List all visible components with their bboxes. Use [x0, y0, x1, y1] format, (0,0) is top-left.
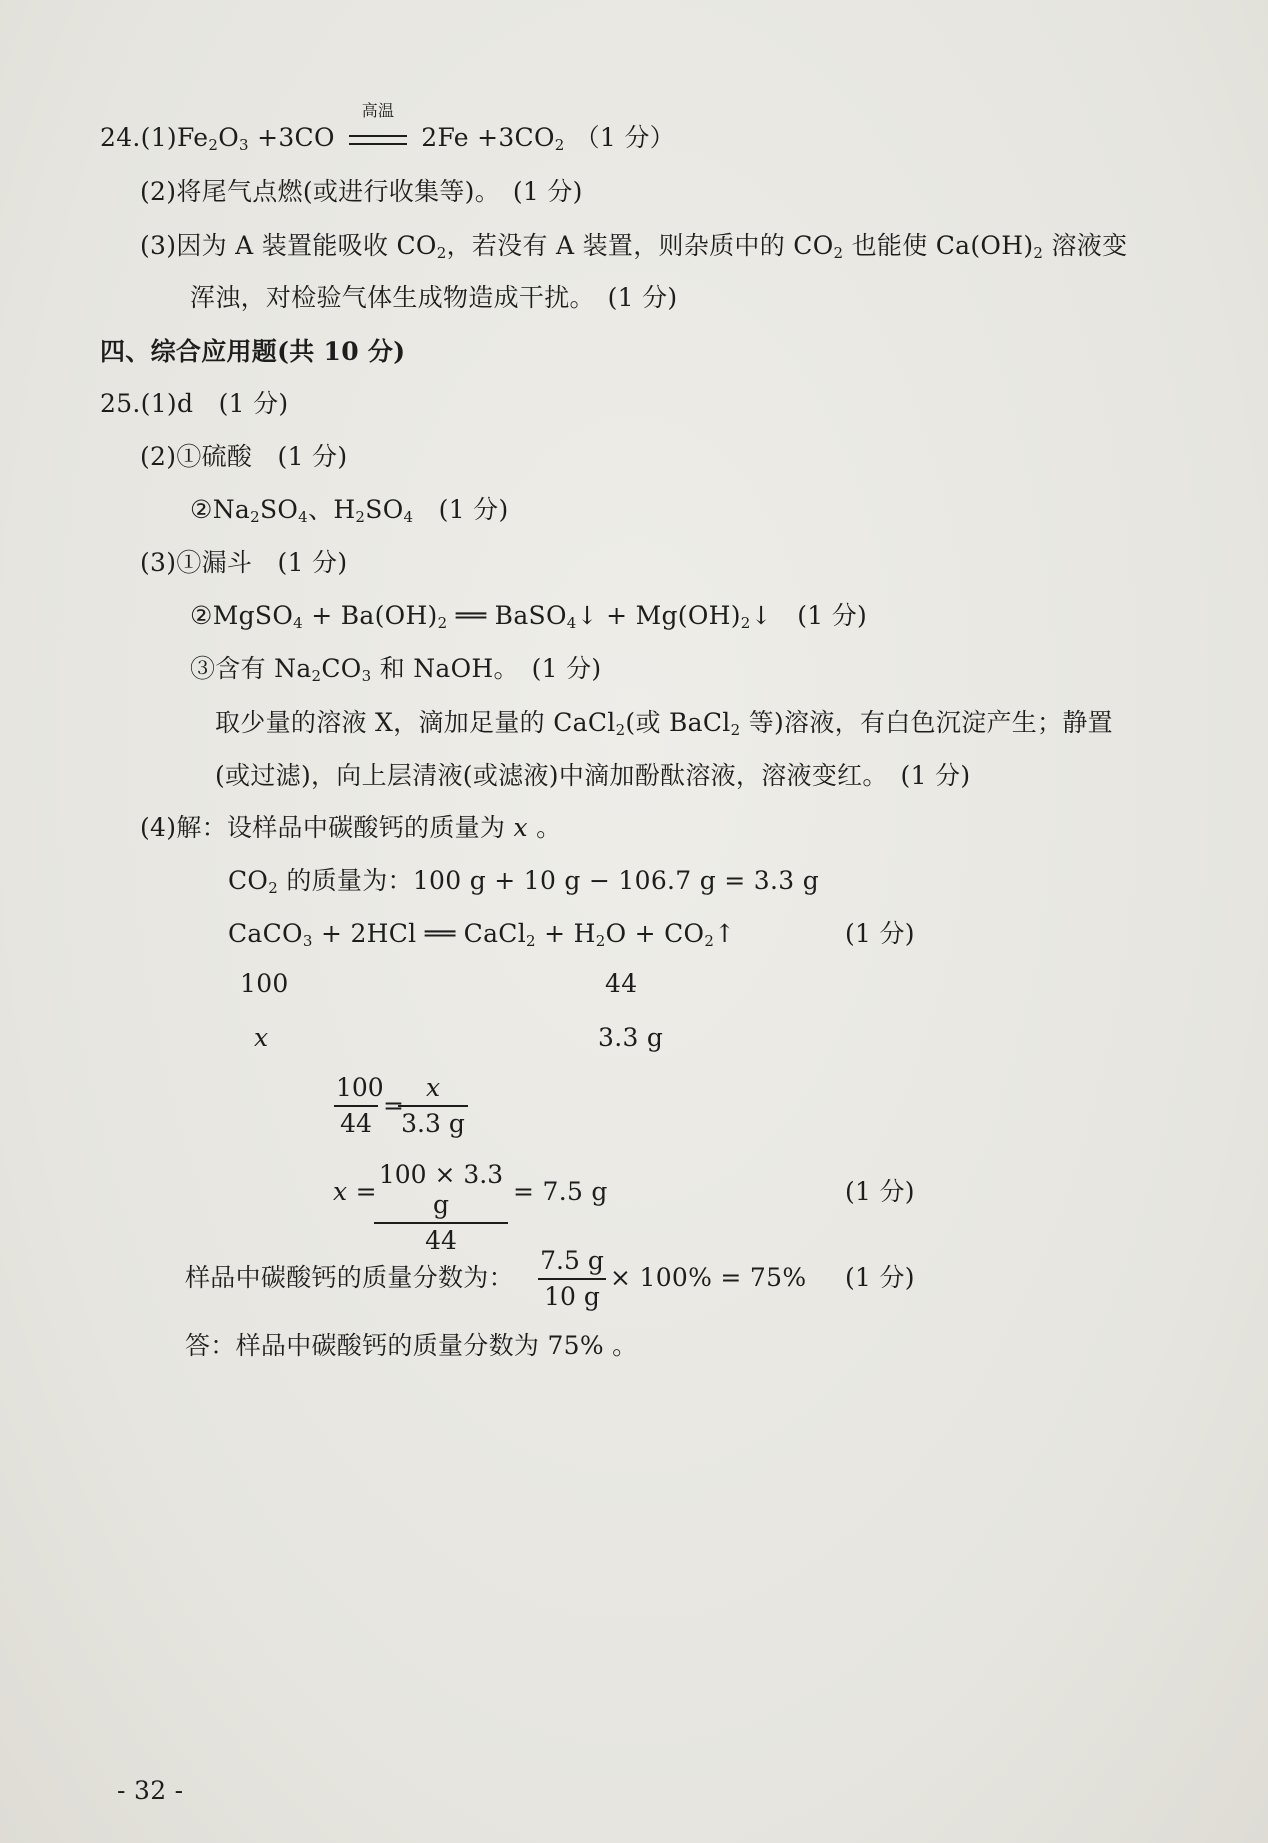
q25-part-3-1: (3)①漏斗 (1 分) [140, 548, 348, 577]
fraction-7.5-over-10: $\frac{7.5 g}{10 g}$ [538, 1246, 606, 1312]
final-answer: 答：样品中碳酸钙的质量分数为 75% 。 [185, 1331, 638, 1360]
q24-line-4: 浑浊，对检验气体生成物造成干扰。 (1 分) [190, 283, 678, 312]
q25-part-2-2: $②Na_2SO_4$、$H_2SO_4$ (1 分) [190, 495, 509, 526]
co2-mass-value: 3.3 g [598, 1023, 664, 1052]
proportion-equals: = [383, 1091, 405, 1120]
reaction-score: (1 分) [845, 919, 915, 948]
molar-mass-co2: 44 [605, 969, 638, 998]
q24-line-1: $24.(1)Fe_2O_3 +3CO$ 高温 $2Fe +3CO_2$ （1 分） [100, 101, 675, 154]
q24-line-3: (3)因为 A 装置能吸收 $CO_2$，若没有 A 装置，则杂质中的 $CO_2$ 也能使 $Ca(OH)_2$ 溶液变 [140, 231, 1128, 262]
x-equals: x = [333, 1177, 377, 1206]
q25-experiment-line-2: (或过滤)，向上层清液(或滤液)中滴加酚酞溶液，溶液变红。 (1 分) [215, 761, 971, 790]
q24-line-2: (2)将尾气点燃(或进行收集等)。 (1 分) [140, 177, 583, 206]
reaction-equation: CaCO$_3$ + 2HCl ══ CaCl$_2$ + $H_2O$ + $CO_2↑$ [228, 919, 736, 950]
fraction-x-over-3.3: $\frac{x}{3.3 g}$ [398, 1073, 468, 1139]
reaction-condition-arrow: 高温 [347, 122, 409, 154]
fraction-x-calculation: $\frac{100 \times 3.3 g}{44}$ [374, 1160, 508, 1256]
percentage-result: × 100% = 75% [610, 1263, 807, 1292]
section-heading: 四、综合应用题(共 10 分) [100, 337, 406, 366]
percentage-score: (1 分) [845, 1263, 915, 1292]
q25-part-1: 25.(1)d (1 分) [100, 389, 289, 418]
q25-experiment-line-1: 取少量的溶液 X，滴加足量的 CaCl$_2$(或 BaCl$_2$ 等)溶液，有白色沉淀产生；静置 [215, 708, 1113, 739]
molar-mass-caco3: 100 [240, 969, 289, 998]
q25-part-3-3: ③含有 $Na_2CO_3$ 和 NaOH。 (1 分) [190, 654, 602, 685]
unknown-x: x [254, 1023, 269, 1052]
q25-part-4-intro: (4)解：设样品中碳酸钙的质量为 x 。 [140, 813, 562, 842]
q25-part-2-1: (2)①硫酸 (1 分) [140, 442, 348, 471]
q25-part-3-2: ②MgSO$_4$ + $Ba(OH)_2$ ══ BaSO$_4$↓ + $Mg(OH)_2↓$ (1 分) [190, 601, 868, 632]
percentage-label: 样品中碳酸钙的质量分数为： [185, 1263, 514, 1292]
co2-mass-line: $CO_2$ 的质量为：100 g + 10 g − 106.7 g = 3.3 g [228, 866, 820, 897]
fraction-100-over-44: $\frac{100}{44}$ [336, 1073, 384, 1138]
x-score: (1 分) [845, 1177, 915, 1206]
x-result: = 7.5 g [513, 1177, 608, 1206]
page-number: - 32 - [117, 1776, 184, 1805]
